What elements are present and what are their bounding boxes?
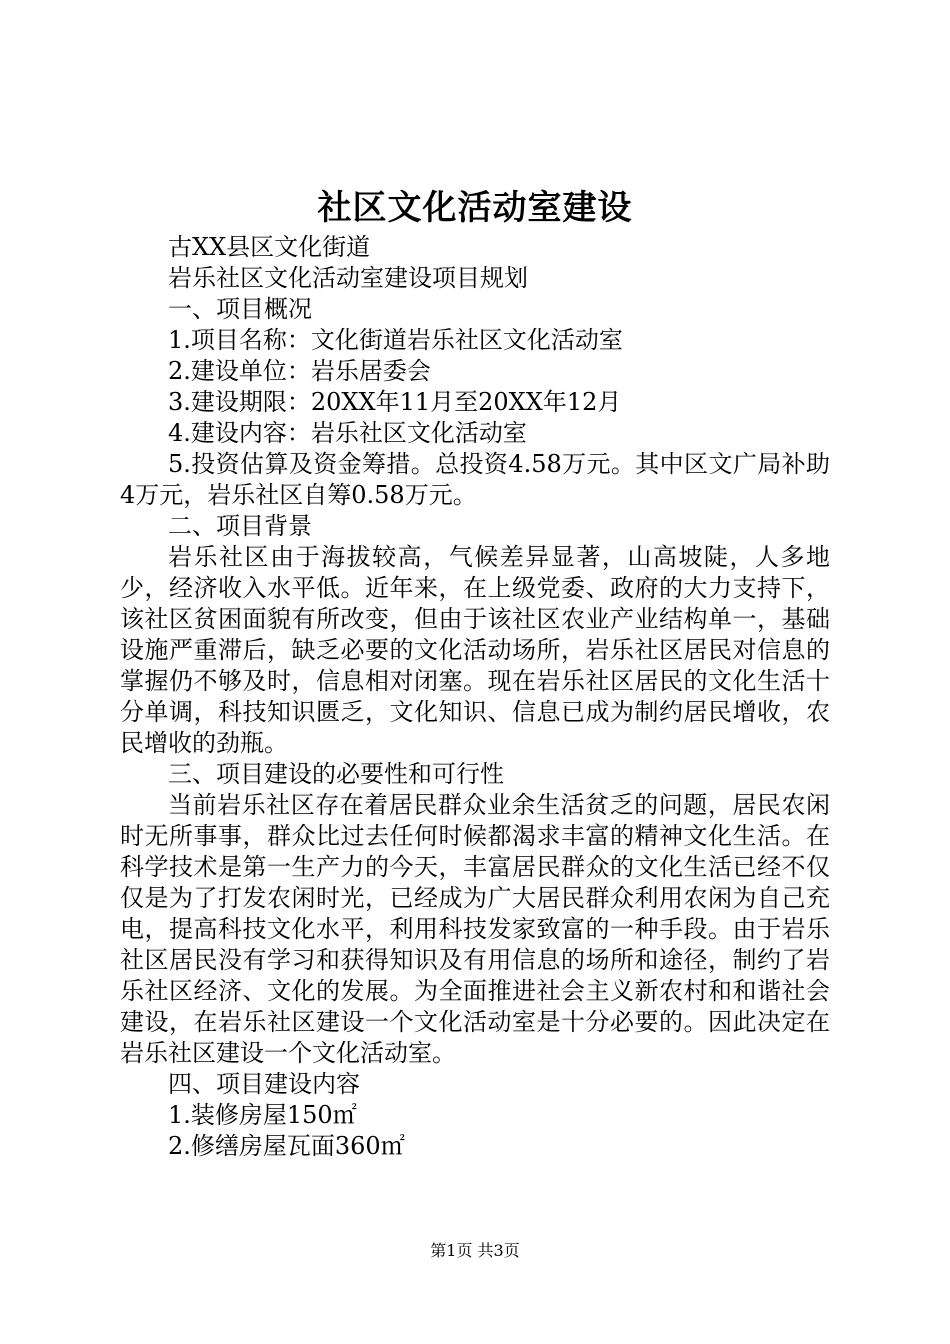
section-heading-background: 二、项目背景 xyxy=(168,512,312,540)
paragraph-project-name: 1.项目名称：文化街道岩乐社区文化活动室 xyxy=(168,326,623,354)
section-heading-overview: 一、项目概况 xyxy=(168,295,312,323)
paragraph-plan-title: 岩乐社区文化活动室建设项目规划 xyxy=(168,264,528,292)
section-heading-content: 四、项目建设内容 xyxy=(168,1070,360,1098)
paragraph-investment: 5.投资估算及资金筹措。总投资4.58万元。其中区文广局补助4万元，岩乐社区自筹0.58万元。 xyxy=(120,450,830,509)
paragraph-item-renovation: 1.装修房屋150㎡ xyxy=(168,1101,357,1129)
page-number-footer: 第1页 共3页 xyxy=(430,1241,520,1260)
paragraph-construction-content: 4.建设内容：岩乐社区文化活动室 xyxy=(168,419,527,447)
paragraph-item-roof-repair: 2.修缮房屋瓦面360㎡ xyxy=(168,1132,405,1160)
document-body xyxy=(120,232,830,1162)
paragraph-district: 古XX县区文化街道 xyxy=(168,233,371,261)
paragraph-construction-unit: 2.建设单位：岩乐居委会 xyxy=(168,357,431,385)
paragraph-necessity: 当前岩乐社区存在着居民群众业余生活贫乏的问题，居民农闲时无所事事，群众比过去任何时候都渴求丰富的精神文化生活。在科学技术是第一生产力的今天，丰富居民群众的文化生活已经不仅仅是为了打发农闲时光，已经成为广大居民群众利用农闲为自己充电，提高科技文化水平，利用科技发家致富的一种手段。由于岩乐社区居民没有学习和获得知识及有用信息的场所和途径，制约了岩乐社区经济、文化的发展。为全面推进社会主义新农村和和谐社会建设，在岩乐社区建设一个文化活动室是十分必要的。因此决定在岩乐社区建设一个文化活动室。 xyxy=(120,791,830,1067)
paragraph-background: 岩乐社区由于海拔较高，气候差异显著，山高坡陡，人多地少，经济收入水平低。近年来，在上级党委、政府的大力支持下，该社区贫困面貌有所改变，但由于该社区农业产业结构单一，基础设施严重滞后，缺乏必要的文化活动场所，岩乐社区居民对信息的掌握仍不够及时，信息相对闭塞。现在岩乐社区居民的文化生活十分单调，科技知识匮乏，文化知识、信息已成为制约居民增收，农民增收的劲瓶。 xyxy=(120,543,830,757)
paragraph-construction-period: 3.建设期限：20XX年11月至20XX年12月 xyxy=(168,388,622,416)
document-title: 社区文化活动室建设 xyxy=(317,188,633,228)
section-heading-necessity: 三、项目建设的必要性和可行性 xyxy=(168,760,504,788)
